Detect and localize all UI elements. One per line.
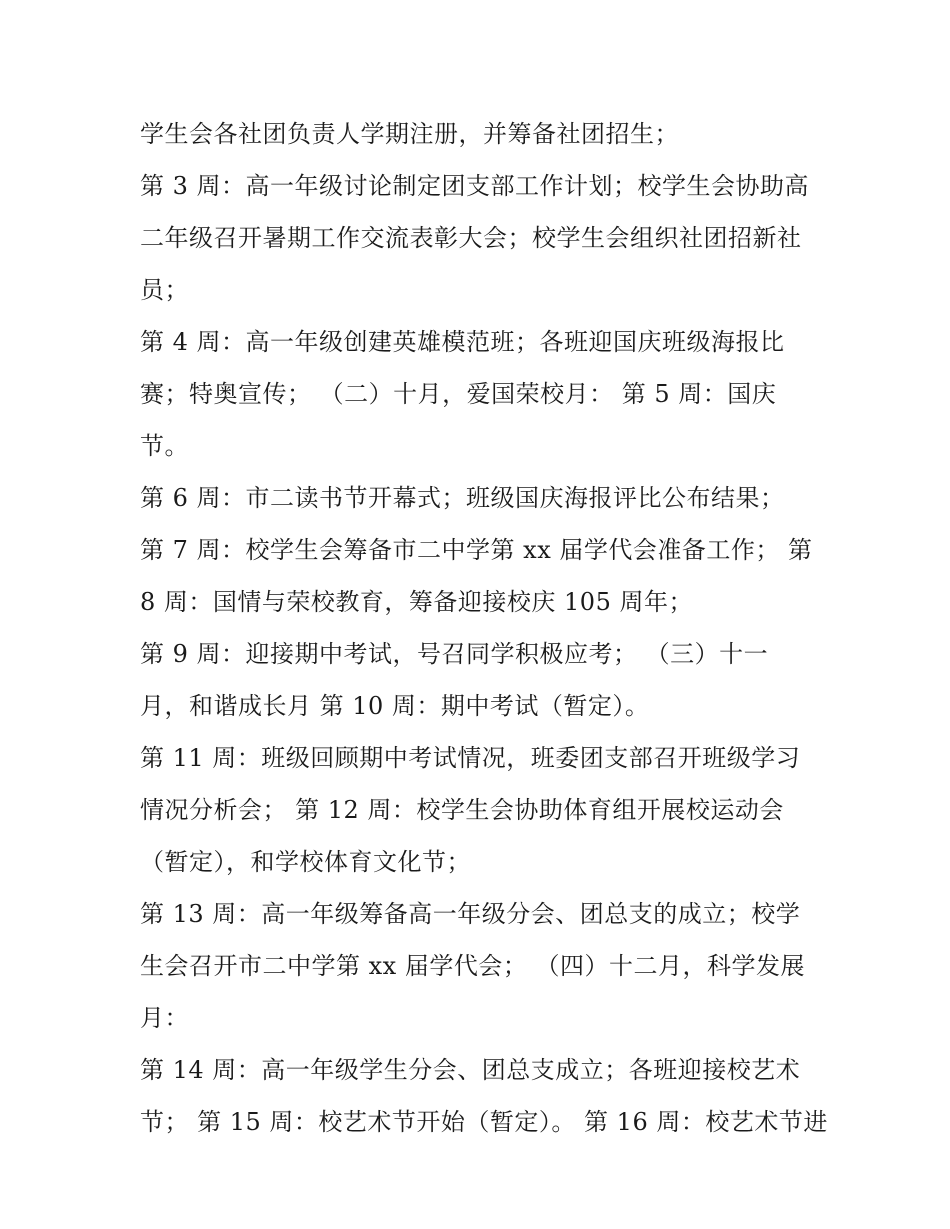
text-line: 情况分析会； 第 12 周：校学生会协助体育组开展校运动会 bbox=[140, 796, 784, 824]
text-line: 第 9 周：迎接期中考试，号召同学积极应考； （三）十一 bbox=[140, 640, 769, 668]
text-line: 第 13 周：高一年级筹备高一年级分会、团总支的成立；校学 bbox=[140, 900, 801, 928]
text-line: 员； bbox=[140, 276, 189, 304]
text-line: 二年级召开暑期工作交流表彰大会；校学生会组织社团招新社 bbox=[140, 224, 802, 252]
text-line: 节。 bbox=[140, 432, 189, 460]
text-line: 第 3 周：高一年级讨论制定团支部工作计划；校学生会协助高 bbox=[140, 172, 810, 200]
text-line: 月，和谐成长月 第 10 周：期中考试（暂定）。 bbox=[140, 692, 650, 720]
text-line: 第 7 周：校学生会筹备市二中学第 xx 届学代会准备工作； 第 bbox=[140, 536, 813, 564]
text-line: 赛；特奥宣传； （二）十月，爱国荣校月： 第 5 周：国庆 bbox=[140, 380, 777, 408]
text-line: 第 14 周：高一年级学生分会、团总支成立；各班迎接校艺术 bbox=[140, 1056, 801, 1084]
text-line: 8 周：国情与荣校教育，筹备迎接校庆 105 周年； bbox=[140, 588, 693, 616]
text-line: 月： bbox=[140, 1004, 189, 1032]
text-line: 第 6 周：市二读书节开幕式；班级国庆海报评比公布结果； bbox=[140, 484, 785, 512]
text-line: 生会召开市二中学第 xx 届学代会； （四）十二月，科学发展 bbox=[140, 952, 805, 980]
text-line: 第 11 周：班级回顾期中考试情况，班委团支部召开班级学习 bbox=[140, 744, 801, 772]
text-line: （暂定），和学校体育文化节； bbox=[140, 848, 471, 876]
text-line: 节； 第 15 周：校艺术节开始（暂定）。 第 16 周：校艺术节进 bbox=[140, 1108, 828, 1136]
document-body bbox=[140, 108, 828, 1148]
text-line: 第 4 周：高一年级创建英雄模范班；各班迎国庆班级海报比 bbox=[140, 328, 785, 356]
text-line: 学生会各社团负责人学期注册，并筹备社团招生； bbox=[140, 120, 679, 148]
